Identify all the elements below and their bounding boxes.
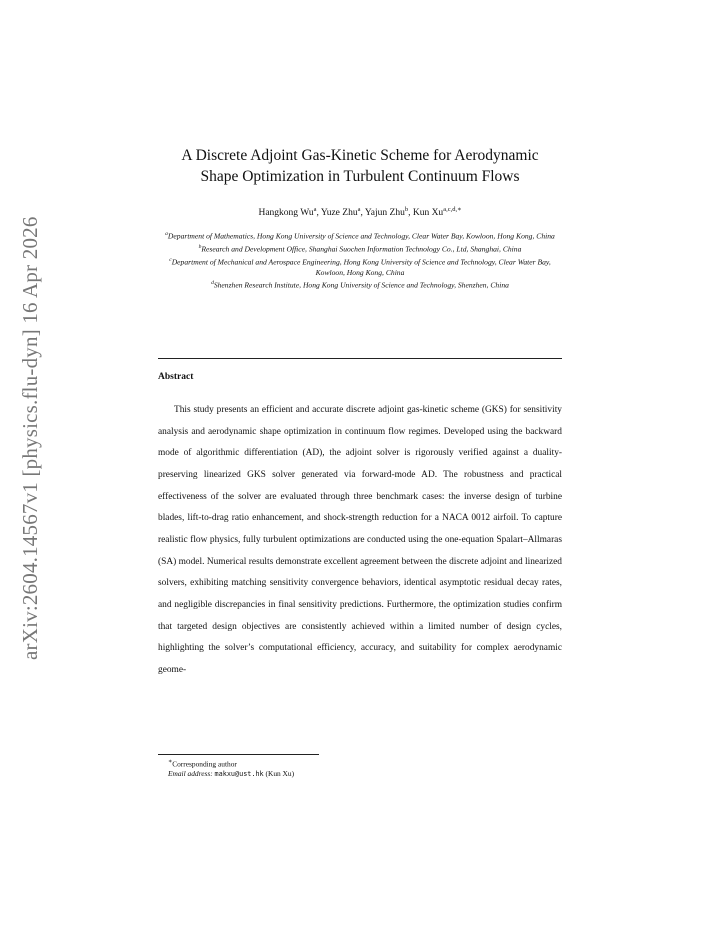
author: Yuze Zhu$^a$, <box>320 206 365 219</box>
footnote <box>168 757 294 779</box>
abstract-heading: Abstract <box>158 372 194 382</box>
paper-title <box>158 145 562 187</box>
corresponding-author-note: ∗Corresponding author <box>168 759 237 769</box>
title-line-2: Shape Optimization in Turbulent Continuum Flows <box>200 168 520 185</box>
author: Yajun Zhu$^b$, <box>364 206 413 219</box>
affiliation: $^b$Research and Development Office, Shanghai Suochen Information Technology Co., Ltd, Shanghai, China <box>198 243 522 254</box>
author: Hangkong Wu$^a$, <box>258 206 321 219</box>
arxiv-identifier: arXiv:2604.14567v1 [physics.flu-dyn] 16 Apr 2026 <box>18 216 42 660</box>
abstract-text: This study presents an efficient and accurate discrete adjoint gas-kinetic scheme (GKS) for sensitivity analysis and aerodynamic shape optimization in continuum flow regimes. Developed using the backward mode of algorithmic differentiation (AD), the adjoint solver is rigorously verified against a duality-preserving linearized GKS solver generated via forward-mode AD. The robustness and practical effectiveness of the solver are evaluated through three benchmark cases: the inverse design of turbine blades, lift-to-drag ratio enhancement, and shock-strength reduction for a NACA 0012 airfoil. To capture realistic flow physics, fully turbulent optimizations are conducted using the one-equation Spalart–Allmaras (SA) model. Numerical results demonstrate excellent agreement between the discrete adjoint and linearized solvers, exhibiting matching sensitivity convergence behaviors, identical asymptotic residual decay rates, and negligible discrepancies in final sensitivity predictions. Furthermore, the optimization studies confirm that targeted design objectives are consistently achieved within a limited number of design cycles, highlighting the solver’s computational efficiency, accuracy, and suitability for complex aerodynamic geome- <box>158 405 562 675</box>
header-divider <box>158 358 562 359</box>
author-list <box>158 205 562 218</box>
title-line-1: A Discrete Adjoint Gas-Kinetic Scheme for Aerodynamic <box>181 147 539 164</box>
affiliation-list <box>158 229 562 291</box>
footnote-divider <box>158 754 319 755</box>
affiliation: $^a$Department of Mathematics, Hong Kong University of Science and Technology, Clear Water Bay, Kowloon, Hong Kong, China <box>165 231 555 241</box>
affiliation: $^d$Shenzhen Research Institute, Hong Kong University of Science and Technology, Shenzhen, China <box>211 280 509 290</box>
email-link[interactable]: makxu@ust.hk <box>214 770 264 779</box>
author: Kun $Xu^{a,c,d,∗}$ <box>412 206 462 219</box>
affiliation: $^c$Department of Mechanical and Aerospace Engineering, Hong Kong University of Science and Technology, Clear Water Bay, Kowloon, Hong Kong, China <box>169 256 551 277</box>
email-note: Email address: makxu@ust.hk (Kun Xu) <box>168 769 295 779</box>
